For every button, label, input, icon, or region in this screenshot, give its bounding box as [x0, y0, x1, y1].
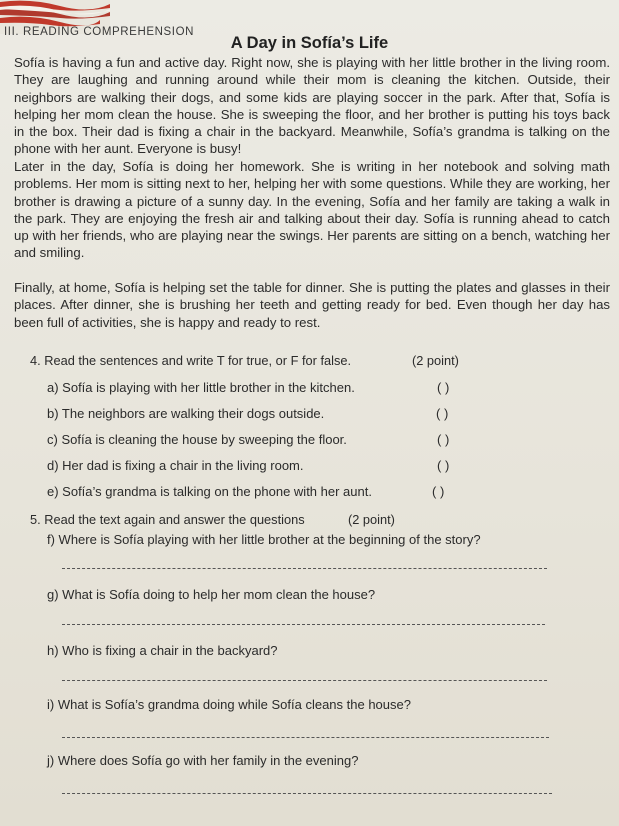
section-label: III. READING COMPREHENSION — [4, 26, 195, 38]
passage-paragraph-2: Later in the day, Sofía is doing her homework. She is writing in her notebook and solving math problems. Her mom is sitting next to her, helping her with some questions. While they are working, her brother is drawing a picture of a sunny day. In the evening, Sofía and her family are taking a walk in the park. They are enjoying the fresh air and talking about their day. Sofía is running ahead to catch up with her friends, who are playing near the swings. Her parents are sitting on a bench, watching her and smiling. — [14, 159, 610, 261]
page-title: A Day in Sofía’s Life — [230, 34, 389, 52]
open-question: g) What is Sofía doing to help her mom clean the house? — [47, 587, 376, 602]
open-question: i) What is Sofía’s grandma doing while Sofía cleans the house? — [47, 697, 411, 712]
question-5-instruction: 5. Read the text again and answer the questions — [30, 512, 305, 527]
answer-line[interactable] — [62, 568, 547, 569]
true-false-item — [47, 458, 450, 473]
tf-item-text: d) Her dad is fixing a chair in the living room. — [47, 458, 304, 473]
passage-paragraph-3: Finally, at home, Sofía is helping set the table for dinner. She is putting the plates and glasses in their places. After dinner, she is brushing her teeth and getting ready for bed. Even though her day has been full of activities, she is happy and ready to rest. — [14, 280, 610, 330]
question-4-instruction: 4. Read the sentences and write T for true, or F for false. — [30, 353, 352, 368]
answer-line[interactable] — [62, 624, 545, 625]
passage-paragraph-1: Sofía is having a fun and active day. Right now, she is playing with her little brother in the living room. They are laughing and running around while their mom is cleaning the kitchen. Outside, their neighbors are walking their dogs, and some kids are playing soccer in the park. After that, Sofía is helping her mom clean the house. She is sweeping the floor, and her brother is putting his toys back in the box. Their dad is fixing a chair in the backyard. Meanwhile, Sofía’s grandma is talking on the phone with her aunt. Everyone is busy! — [14, 55, 610, 157]
true-false-item — [47, 484, 445, 499]
true-false-item — [47, 380, 450, 395]
open-question: h) Who is fixing a chair in the backyard? — [47, 643, 278, 658]
tf-item-text: b) The neighbors are walking their dogs outside. — [47, 406, 325, 421]
question-5-points: (2 point) — [348, 512, 395, 527]
tf-answer-box[interactable]: ( ) — [432, 484, 445, 499]
answer-line[interactable] — [62, 793, 552, 794]
tf-item-text: e) Sofía’s grandma is talking on the phone with her aunt. — [47, 484, 372, 499]
tf-item-text: c) Sofía is cleaning the house by sweeping the floor. — [47, 432, 347, 447]
question-4-points: (2 point) — [412, 353, 459, 368]
open-question: f) Where is Sofía playing with her little brother at the beginning of the story? — [47, 532, 481, 547]
question-5-header — [30, 512, 395, 527]
open-question: j) Where does Sofía go with her family in the evening? — [47, 753, 359, 768]
tf-item-text: a) Sofía is playing with her little brother in the kitchen. — [47, 380, 355, 395]
answer-line[interactable] — [62, 737, 549, 738]
tf-answer-box[interactable]: ( ) — [437, 380, 450, 395]
question-4-header — [30, 353, 459, 368]
tf-answer-box[interactable]: ( ) — [436, 406, 449, 421]
true-false-item — [47, 406, 449, 421]
tf-answer-box[interactable]: ( ) — [437, 458, 450, 473]
answer-line[interactable] — [62, 680, 547, 681]
true-false-item — [47, 432, 450, 447]
tf-answer-box[interactable]: ( ) — [437, 432, 450, 447]
